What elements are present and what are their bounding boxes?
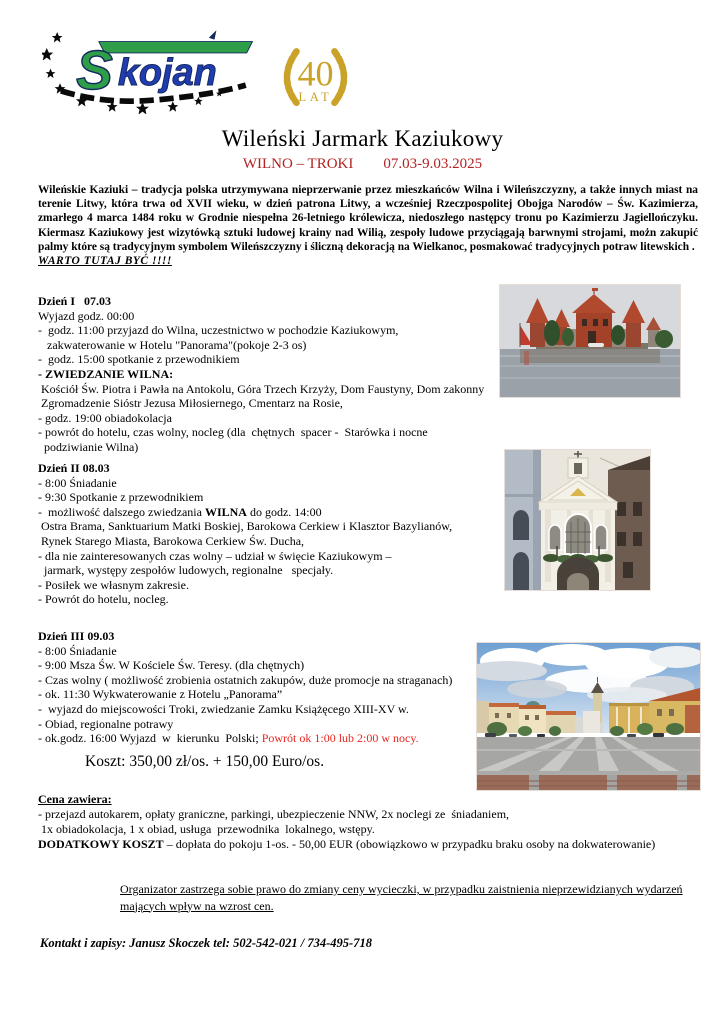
day-2-heading: Dzień II 08.03 — [38, 461, 110, 475]
day-line: - powrót do hotelu, czas wolny, nocleg (dla chętnych spacer - Starówka i nocne — [38, 425, 428, 440]
day-line: podziwianie Wilna) — [38, 439, 139, 454]
tree — [611, 325, 625, 345]
garland — [597, 554, 613, 562]
page-title: Wileński Jarmark Kaziukowy — [221, 126, 504, 151]
header-logos — [42, 26, 363, 118]
day-line: Wyjazd godz. 00:00 — [38, 308, 135, 323]
includes-line: 1x obiadokolacja, 1 x obiad, usługa przewodnika lokalnego, wstępy. — [38, 822, 375, 836]
laurel-left — [287, 51, 297, 102]
intro-paragraph: Wileńskie Kaziuki – tradycja polska utrzymywana nieprzerwanie przez mieszkańców Wilna i Wileńszczyzny, a także innych miast na terenie Litwy, która trwa od XVII wieku, w dzień patrona Litwy, a wcześniej Rzeczpospolitej Obojga Narodów – Św. Kazimierza, zmarłego 4 marca 1484 roku w Grodnie niespełna 26-letniego królewicza, niedoszłego następcy tronu po Kazimierzu Jagiellończyku. Kiermasz Kaziukowy jest wizytówką sztuki ludowej krainy nad Wilią, zespoły ludowe przyciągają barwnymi strojami, możn zakupić palmy które są tradycyjnym symbolem Wileńszczyzny i śliczną dekoracją na Wielkanoc, posmakować tradycyjnych potraw litewskich . — [38, 184, 698, 253]
day-line — [38, 505, 452, 520]
day-2-section — [38, 461, 452, 607]
day-line-text: - możliwość dalszego zwiedzania — [38, 504, 205, 519]
additional-cost-line — [38, 837, 678, 852]
reflection — [520, 349, 660, 363]
cars — [485, 733, 664, 737]
dates-text: 07.03-9.03.2025 — [383, 156, 483, 172]
day-line: zakwaterowanie w Hotelu "Panorama"(pokoje 2-3 os) — [38, 337, 307, 352]
day-line: jarmark, występy zespołów ludowych, regionalne specjały. — [38, 563, 334, 578]
tree — [544, 320, 560, 346]
day-line: - Czas wolny ( możliwość zrobienia ostatnich zakupów, duże promocje na straganach) — [38, 672, 453, 687]
laurel-right — [335, 51, 345, 102]
day-line: - godz. 15:00 spotkanie z przewodnikiem — [38, 352, 240, 367]
day-line: - godz. 11:00 przyjazd do Wilna, uczestnictwo w pochodzie Kaziukowym, — [38, 323, 399, 338]
day-3-section — [38, 629, 452, 746]
day-line: - wyjazd do miejscowości Troki, zwiedzanie Zamku Książęcego XIII-XV w. — [38, 701, 409, 716]
additional-cost-text: – dopłata do pokoju 1-os. - 50,00 EUR (obowiązkowo w przypadku braku osoby na dokwaterowanie) — [163, 837, 656, 851]
anniversary-label: LAT — [298, 89, 333, 104]
logo-wordmark — [61, 30, 252, 101]
white-boat — [588, 343, 604, 347]
vilnius-square-illustration — [477, 643, 700, 790]
subtitle — [0, 156, 725, 173]
day-line: - ok. 11:30 Wykwaterowanie z Hotelu „Panorama” — [38, 687, 283, 702]
svg-text:kojan: kojan — [117, 52, 217, 95]
day-3-heading: Dzień III 09.03 — [38, 629, 115, 643]
day-line: - dla nie zainteresowanych czas wolny – udział w święcie Kaziukowym – — [38, 548, 392, 563]
day-line: - Powrót do hotelu, nocleg. — [38, 592, 169, 607]
day-line — [38, 731, 452, 746]
contact-line: Kontakt i zapisy: Janusz Skoczek tel: 502-542-021 / 734-495-718 — [40, 936, 372, 950]
day-1-heading: Dzień I 07.03 — [38, 294, 111, 308]
additional-cost-label: DODATKOWY KOSZT — [38, 837, 164, 851]
day-line-text: - ok.godz. 16:00 Wyjazd w kierunku Polski; — [38, 731, 262, 746]
day-line-text: do godz. 14:00 — [246, 504, 322, 519]
day-line: - ZWIEDZANIE WILNA: — [38, 366, 174, 381]
day-line: - 8:00 Śniadanie — [38, 475, 117, 490]
trakai-castle-illustration — [500, 285, 680, 397]
day-line: - 9:00 Msza Św. W Kościele Św. Teresy. (dla chętnych) — [38, 658, 305, 673]
skojan-logo — [42, 26, 260, 114]
day-line: Kościół Św. Piotra i Pawła na Antokolu, Góra Trzech Krzyży, Dom Faustyny, Dom zakonny — [38, 381, 485, 396]
day-line-bold-text: WILNA — [204, 504, 247, 519]
garland — [543, 554, 559, 562]
day-line: Zgromadzenie Sióstr Jezusa Miłosiernego, Cmentarz na Rosie, — [38, 396, 343, 411]
day-line: Rynek Starego Miasta, Barokowa Cerkiew Św. Ducha, — [38, 533, 305, 548]
gate-of-dawn-photo — [505, 450, 650, 590]
anniversary-emblem — [268, 40, 363, 118]
anniversary-number: 40 — [297, 53, 334, 94]
cost-line: Koszt: 350,00 zł/os. + 150,00 Euro/os. — [85, 753, 325, 770]
includes-line: - przejazd autokarem, opłaty graniczne, parkingi, ubezpieczenie NNW, 2x noclegi ze śniadaniem, — [38, 807, 510, 821]
day-line: - 8:00 Śniadanie — [38, 643, 117, 658]
night-return-note: Powrót ok 1:00 lub 2:00 w nocy. — [261, 731, 419, 746]
gate-of-dawn-illustration — [505, 450, 650, 590]
route-text: WILNO – TROKI — [242, 156, 354, 172]
price-includes-section — [38, 792, 698, 852]
day-1-section — [38, 294, 484, 455]
tree — [655, 330, 673, 348]
day-line: - 9:30 Spotkanie z przewodnikiem — [38, 490, 204, 505]
disclaimer-note: Organizator zastrzega sobie prawo do zmiany ceny wycieczki, w przypadku zaistnienia nieprzewidzianych wydarzeń mających wpływ na wzrost cen. — [120, 882, 683, 913]
vilnius-square-photo — [477, 643, 700, 790]
tree — [562, 328, 574, 346]
trakai-castle-photo — [500, 285, 680, 397]
day-line: Ostra Brama, Sanktuarium Matki Boskiej, Barokowa Cerkiew i Klasztor Bazylianów, — [38, 519, 453, 534]
price-includes-heading: Cena zawiera: — [38, 792, 112, 806]
intro-section — [38, 183, 698, 268]
day-line: - Posiłek we własnym zakresie. — [38, 577, 189, 592]
day-line: - godz. 19:00 obiadokolacja — [38, 410, 172, 425]
intro-highlight: WARTO TUTAJ BYĆ !!!! — [38, 255, 172, 268]
day-line: - Obiad, regionalne potrawy — [38, 716, 174, 731]
svg-text:S: S — [76, 38, 113, 101]
